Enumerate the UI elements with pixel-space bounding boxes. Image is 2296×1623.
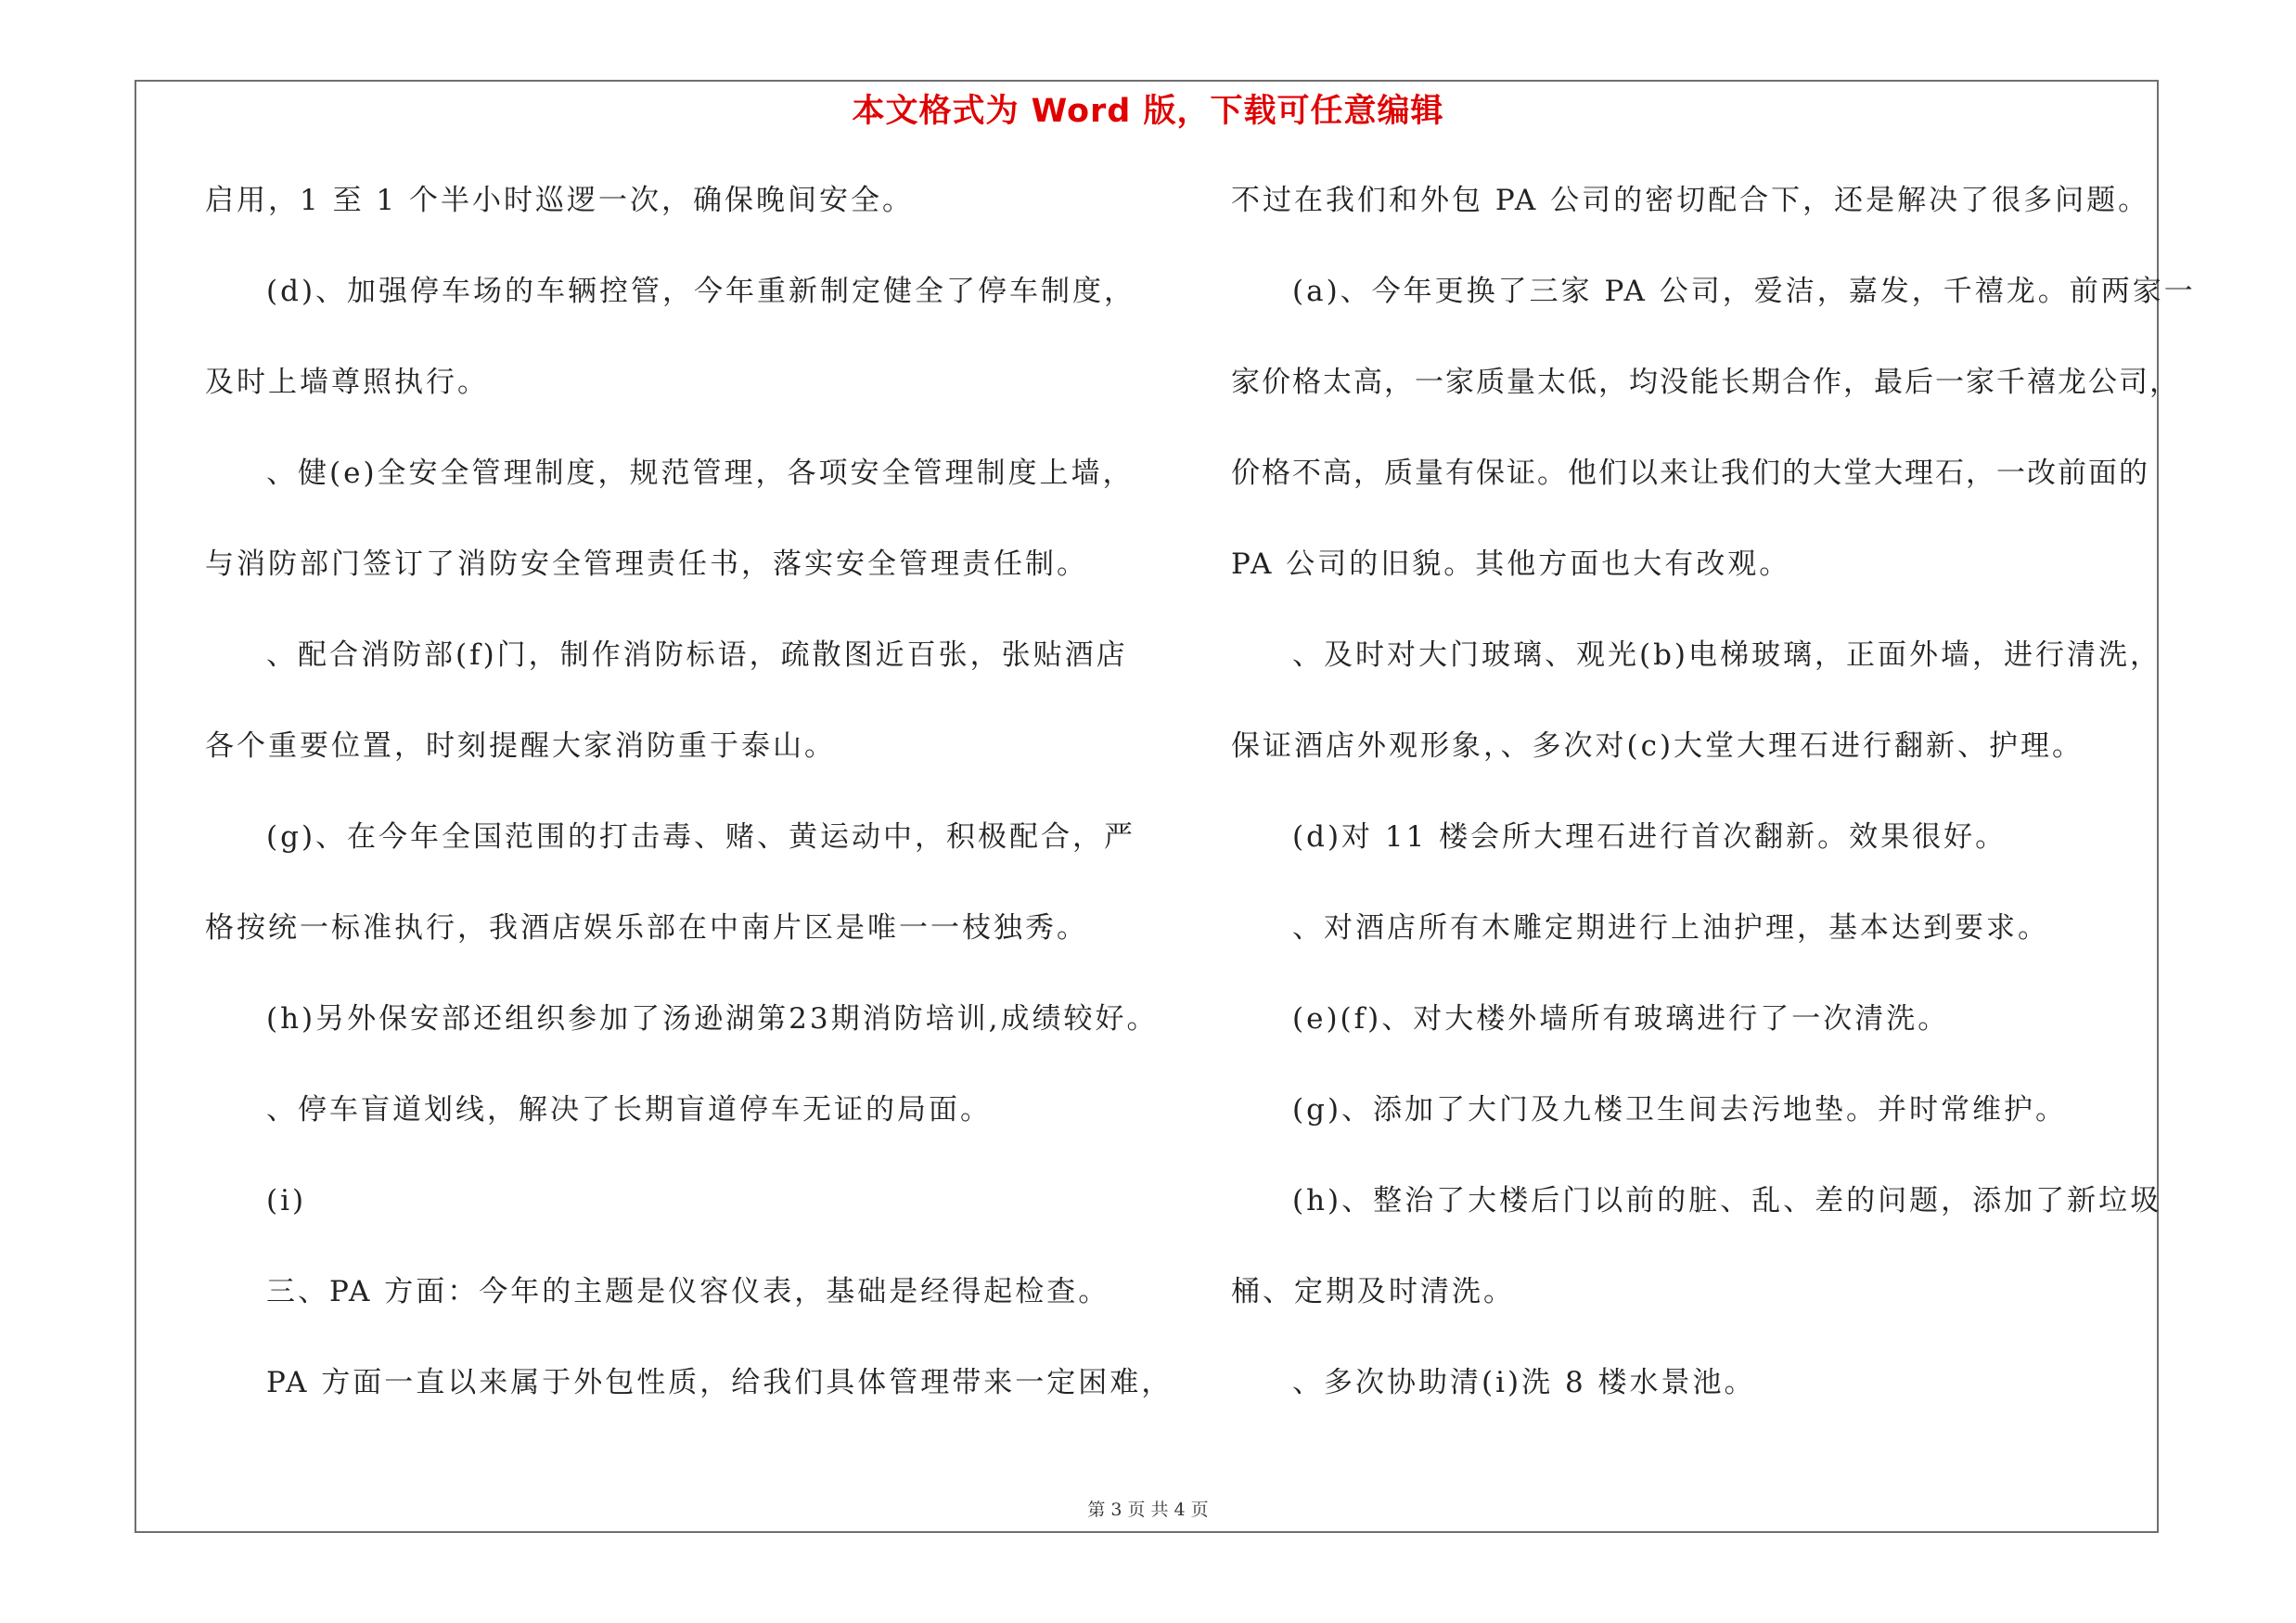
paragraph-line: (i) [266,1184,307,1217]
paragraph-line: 及时上墙尊照执行。 [205,366,489,399]
paragraph-line: (e)(f)、对大楼外墙所有玻璃进行了一次清洗。 [1292,1002,1950,1036]
paragraph-line: 家价格太高，一家质量太低，均没能长期合作，最后一家千禧龙公司， [1231,366,2180,399]
page-number-footer: 第 3 页 共 4 页 [1087,1500,1209,1520]
paragraph-line: (h)、整治了大楼后门以前的脏、乱、差的问题，添加了新垃圾 [1292,1184,2162,1217]
paragraph-line: (d)、加强停车场的车辆控管，今年重新制定健全了停车制度， [266,275,1136,308]
paragraph-line: 格按统一标准执行，我酒店娱乐部在中南片区是唯一一枝独秀。 [205,911,1088,945]
paragraph-line: 与消防部门签订了消防安全管理责任书，落实安全管理责任制。 [205,547,1088,581]
paragraph-line: 桶、定期及时清洗。 [1231,1275,1515,1308]
paragraph-line: 启用，1 至 1 个半小时巡逻一次，确保晚间安全。 [205,184,915,217]
paragraph-line: PA 方面一直以来属于外包性质，给我们具体管理带来一定困难， [266,1366,1174,1399]
paragraph-line: PA 公司的旧貌。其他方面也大有改观。 [1231,547,1791,581]
paragraph-line: 各个重要位置，时刻提醒大家消防重于泰山。 [205,729,836,763]
header-banner: 本文格式为 Word 版，下载可任意编辑 [852,93,1444,130]
paragraph-line: 价格不高，质量有保证。他们以来让我们的大堂大理石，一改前面的 [1231,457,2149,490]
paragraph-line: (h)另外保安部还组织参加了汤逊湖第23期消防培训,成绩较好。 [266,1002,1159,1036]
paragraph-line: 、多次协助清(i)洗 8 楼水景池。 [1292,1366,1756,1399]
paragraph-line: 、健(e)全安全管理制度，规范管理，各项安全管理制度上墙， [266,457,1135,490]
paragraph-line: 保证酒店外观形象，、多次对(c)大堂大理石进行翻新、护理。 [1231,729,2084,763]
paragraph-line: (g)、添加了大门及九楼卫生间去污地垫。并时常维护。 [1292,1093,2068,1127]
paragraph-line: 不过在我们和外包 PA 公司的密切配合下，还是解决了很多问题。 [1231,184,2150,217]
paragraph-line: 、及时对大门玻璃、观光(b)电梯玻璃，正面外墙，进行清洗， [1292,638,2162,672]
paragraph-line: (a)、今年更换了三家 PA 公司，爱洁，嘉发，千禧龙。前两家一 [1292,275,2196,308]
paragraph-line: 三、PA 方面：今年的主题是仪容仪表，基础是经得起检查。 [266,1275,1110,1308]
paragraph-line: (d)对 11 楼会所大理石进行首次翻新。效果很好。 [1292,820,2007,854]
paragraph-line: 、对酒店所有木雕定期进行上油护理，基本达到要求。 [1292,911,2049,945]
paragraph-line: (g)、在今年全国范围的打击毒、赌、黄运动中，积极配合，严 [266,820,1136,854]
paragraph-line: 、停车盲道划线，解决了长期盲道停车无证的局面。 [266,1093,992,1127]
paragraph-line: 、配合消防部(f)门，制作消防标语，疏散图近百张，张贴酒店 [266,638,1128,672]
